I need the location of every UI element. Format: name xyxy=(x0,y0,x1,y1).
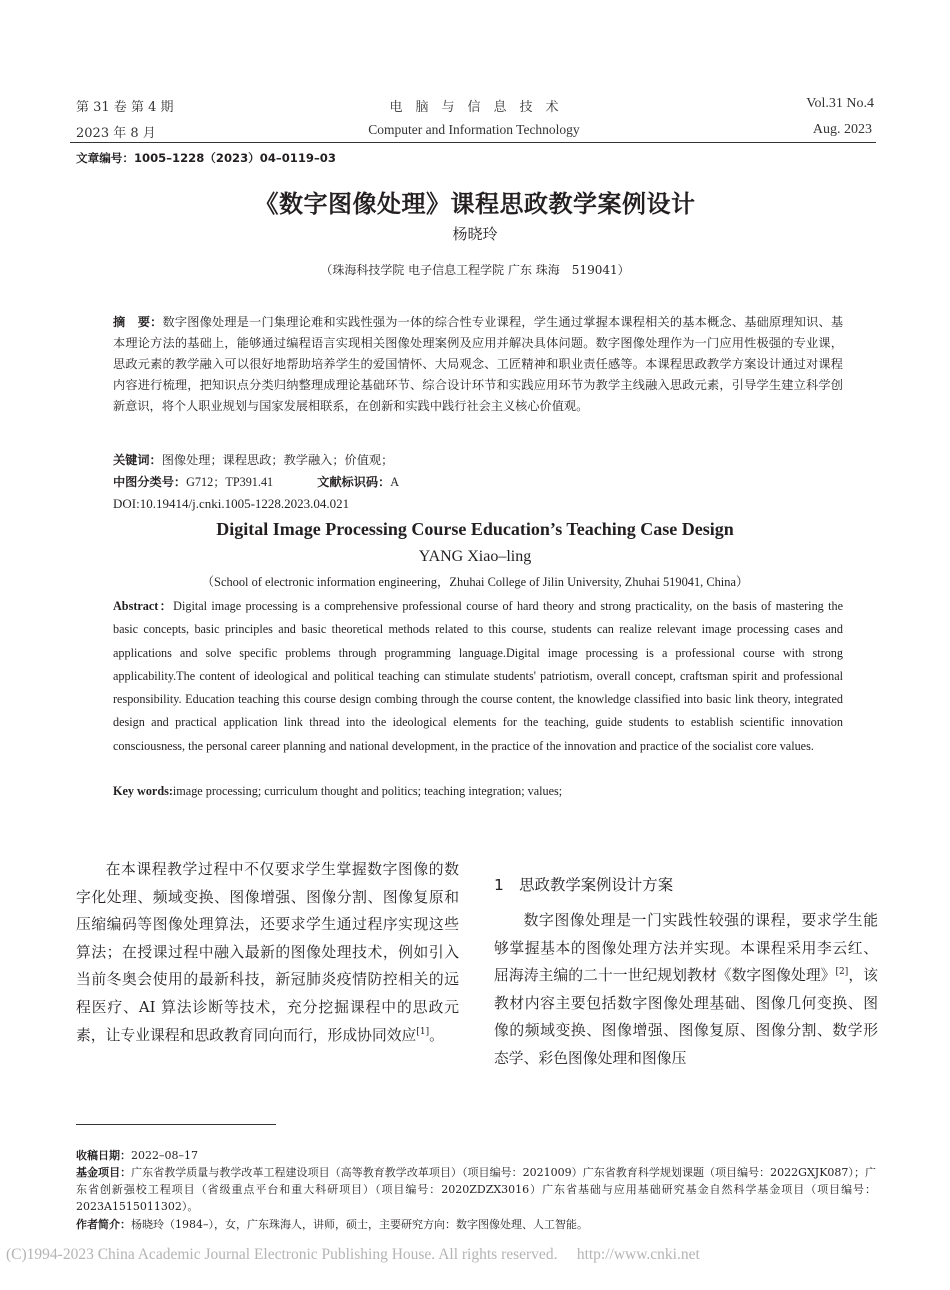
citation-1: [1] xyxy=(416,1026,430,1037)
citation-2: [2] xyxy=(835,967,849,978)
author-en: YANG Xiao–ling xyxy=(418,548,532,565)
body-right-text-a: 数字图像处理是一门实践性较强的课程，要求学生能够掌握基本的图像处理方法并实现。本课程采用李云红、屈海涛主编的二十一世纪规划教材《数字图像处理》 xyxy=(494,912,878,985)
body-left-paragraph xyxy=(76,856,459,1049)
author-cn: 杨晓玲 xyxy=(452,225,498,243)
affiliation-cn: （珠海科技学院 电子信息工程学院 广东 珠海 519041） xyxy=(320,263,630,277)
abstract-cn xyxy=(113,312,843,417)
footnote-author xyxy=(76,1216,876,1233)
footnote-fund xyxy=(76,1164,876,1215)
abstract-cn-text: 数字图像处理是一门集理论难和实践性强为一体的综合性专业课程，学生通过掌握本课程相关的基本概念、基础原理知识、基本理论方法的基础上，能够通过编程语言实现相关图像处理案例及应用并解决具体问题。数字图像处理作为一门应用性极强的专业课，思政元素的教学融入可以很好地帮助培养学生的爱国情怀、大局观念、工匠精神和职业责任感等。本课程思政教学方案设计通过对课程内容进行梳理，把知识点分类归纳整理成理论基础环节、综合设计环节和实践应用环节为教学主线融入思政元素，引导学生建立科学创新意识，将个人职业规划与国家发展相联系，在创新和实践中践行社会主义核心价值观。 xyxy=(113,315,844,413)
doi: DOI:10.19414/j.cnki.1005-1228.2023.04.021 xyxy=(113,496,350,511)
affiliation-en: （School of electronic information engineering，Zhuhai College of Jilin University, Zhuhai 519041, China） xyxy=(201,575,749,589)
received-label: 收稿日期： xyxy=(76,1149,131,1162)
clc-label: 中图分类号： xyxy=(113,475,187,489)
received-value: 2022–08–17 xyxy=(131,1149,198,1162)
section-title-1: 1 思政教学案例设计方案 xyxy=(494,876,674,894)
classification xyxy=(113,472,399,493)
header-journal-en: Computer and Information Technology xyxy=(368,122,580,137)
abstract-en-label: Abstract： xyxy=(113,599,174,613)
keywords-cn-label: 关键词： xyxy=(113,453,162,467)
keywords-en xyxy=(113,780,843,803)
header-rule xyxy=(70,142,876,143)
header-volume-en: Vol.31 No.4 xyxy=(806,96,874,111)
footnote-rule xyxy=(76,1124,276,1125)
header-volume-cn: 第 31 卷 第 4 期 xyxy=(76,100,174,115)
abstract-en xyxy=(113,595,843,758)
fund-label: 基金项目： xyxy=(76,1166,132,1179)
header-journal-cn: 电 脑 与 信 息 技 术 xyxy=(389,100,559,115)
body-right-text-b: ，该教材内容主要包括数字图像处理基础、图像几何变换、图像的频域变换、图像增强、图像复原、图像分割、数学形态学、彩色图像处理和图像压 xyxy=(494,967,878,1067)
author-bio-value: 杨晓玲（1984–），女，广东珠海人，讲师，硕士，主要研究方向：数字图像处理、人工智能。 xyxy=(131,1218,588,1231)
keywords-cn-text: 图像处理；课程思政；教学融入；价值观； xyxy=(161,453,394,467)
body-left-end: 。 xyxy=(429,1026,444,1044)
fund-value: 广东省教学质量与教学改革工程建设项目（高等教育教学改革项目）（项目编号：2021009）广东省教育科学规划课题（项目编号：2022GXJK087）；广东省创新强校工程项目（省级重点平台和重大科研项目）（项目编号：2020ZDZX3016）广东省基础与应用基础研究基金自然科学基金项目（项目编号：2023A1515011302）。 xyxy=(76,1166,876,1213)
author-bio-label: 作者简介： xyxy=(76,1218,131,1231)
title-en: Digital Image Processing Course Education’s Teaching Case Design xyxy=(216,519,734,539)
body-left-text: 在本课程教学过程中不仅要求学生掌握数字图像的数字化处理、频域变换、图像增强、图像分割、图像复原和压缩编码等图像处理算法，还要求学生通过程序实现这些算法；在授课过程中融入最新的图像处理技术，例如引入当前冬奥会使用的最新科技，新冠肺炎疫情防控相关的远程医疗、AI 算法诊断等技术，充分挖掘课程中的思政元素，让专业课程和思政教育同向而行，形成协同效应 xyxy=(76,861,459,1044)
abstract-en-text: Digital image processing is a comprehensive professional course of hard theory and strong practicality, on the basis of mastering the basic concepts, basic principles and basic theoretical methods related to this course, students can realize relevant image processing cases and applications and solve specific problems through programming language.Digital image processing is a professional course with strong applicability.The content of ideological and political teaching can stimulate students' patriotism, overall concept, craftsman spirit and professional responsibility. Education teaching this course design combing through the course content, the knowledge classified into basic link theory, integrated design and practical application link thread into the ideological elements for the teaching, guide students to establish scientific innovation consciousness, the personal career planning and national development, in the practice of the innovation and practice of the socialist core values. xyxy=(113,599,843,753)
title-cn: 《数字图像处理》课程思政教学案例设计 xyxy=(254,190,696,218)
copyright-notice: (C)1994-2023 China Academic Journal Electronic Publishing House. All rights reserved. http://www.cnki.net xyxy=(6,1246,700,1263)
clc-value: G712；TP391.41 xyxy=(186,475,274,489)
abstract-cn-label: 摘 要： xyxy=(113,315,163,329)
doc-value: A xyxy=(390,475,400,489)
footnote-received xyxy=(76,1147,876,1164)
keywords-en-label: Key words: xyxy=(113,784,173,798)
keywords-en-text: image processing; curriculum thought and politics; teaching integration; values; xyxy=(172,784,563,798)
header-date-cn: 2023 年 8 月 xyxy=(76,126,156,141)
keywords-cn xyxy=(113,450,843,471)
header-date-en: Aug. 2023 xyxy=(812,122,872,137)
doc-label: 文献标识码： xyxy=(317,475,391,489)
article-id: 文章编号：1005–1228（2023）04–0119–03 xyxy=(76,151,336,165)
body-right-paragraph xyxy=(494,907,878,1073)
